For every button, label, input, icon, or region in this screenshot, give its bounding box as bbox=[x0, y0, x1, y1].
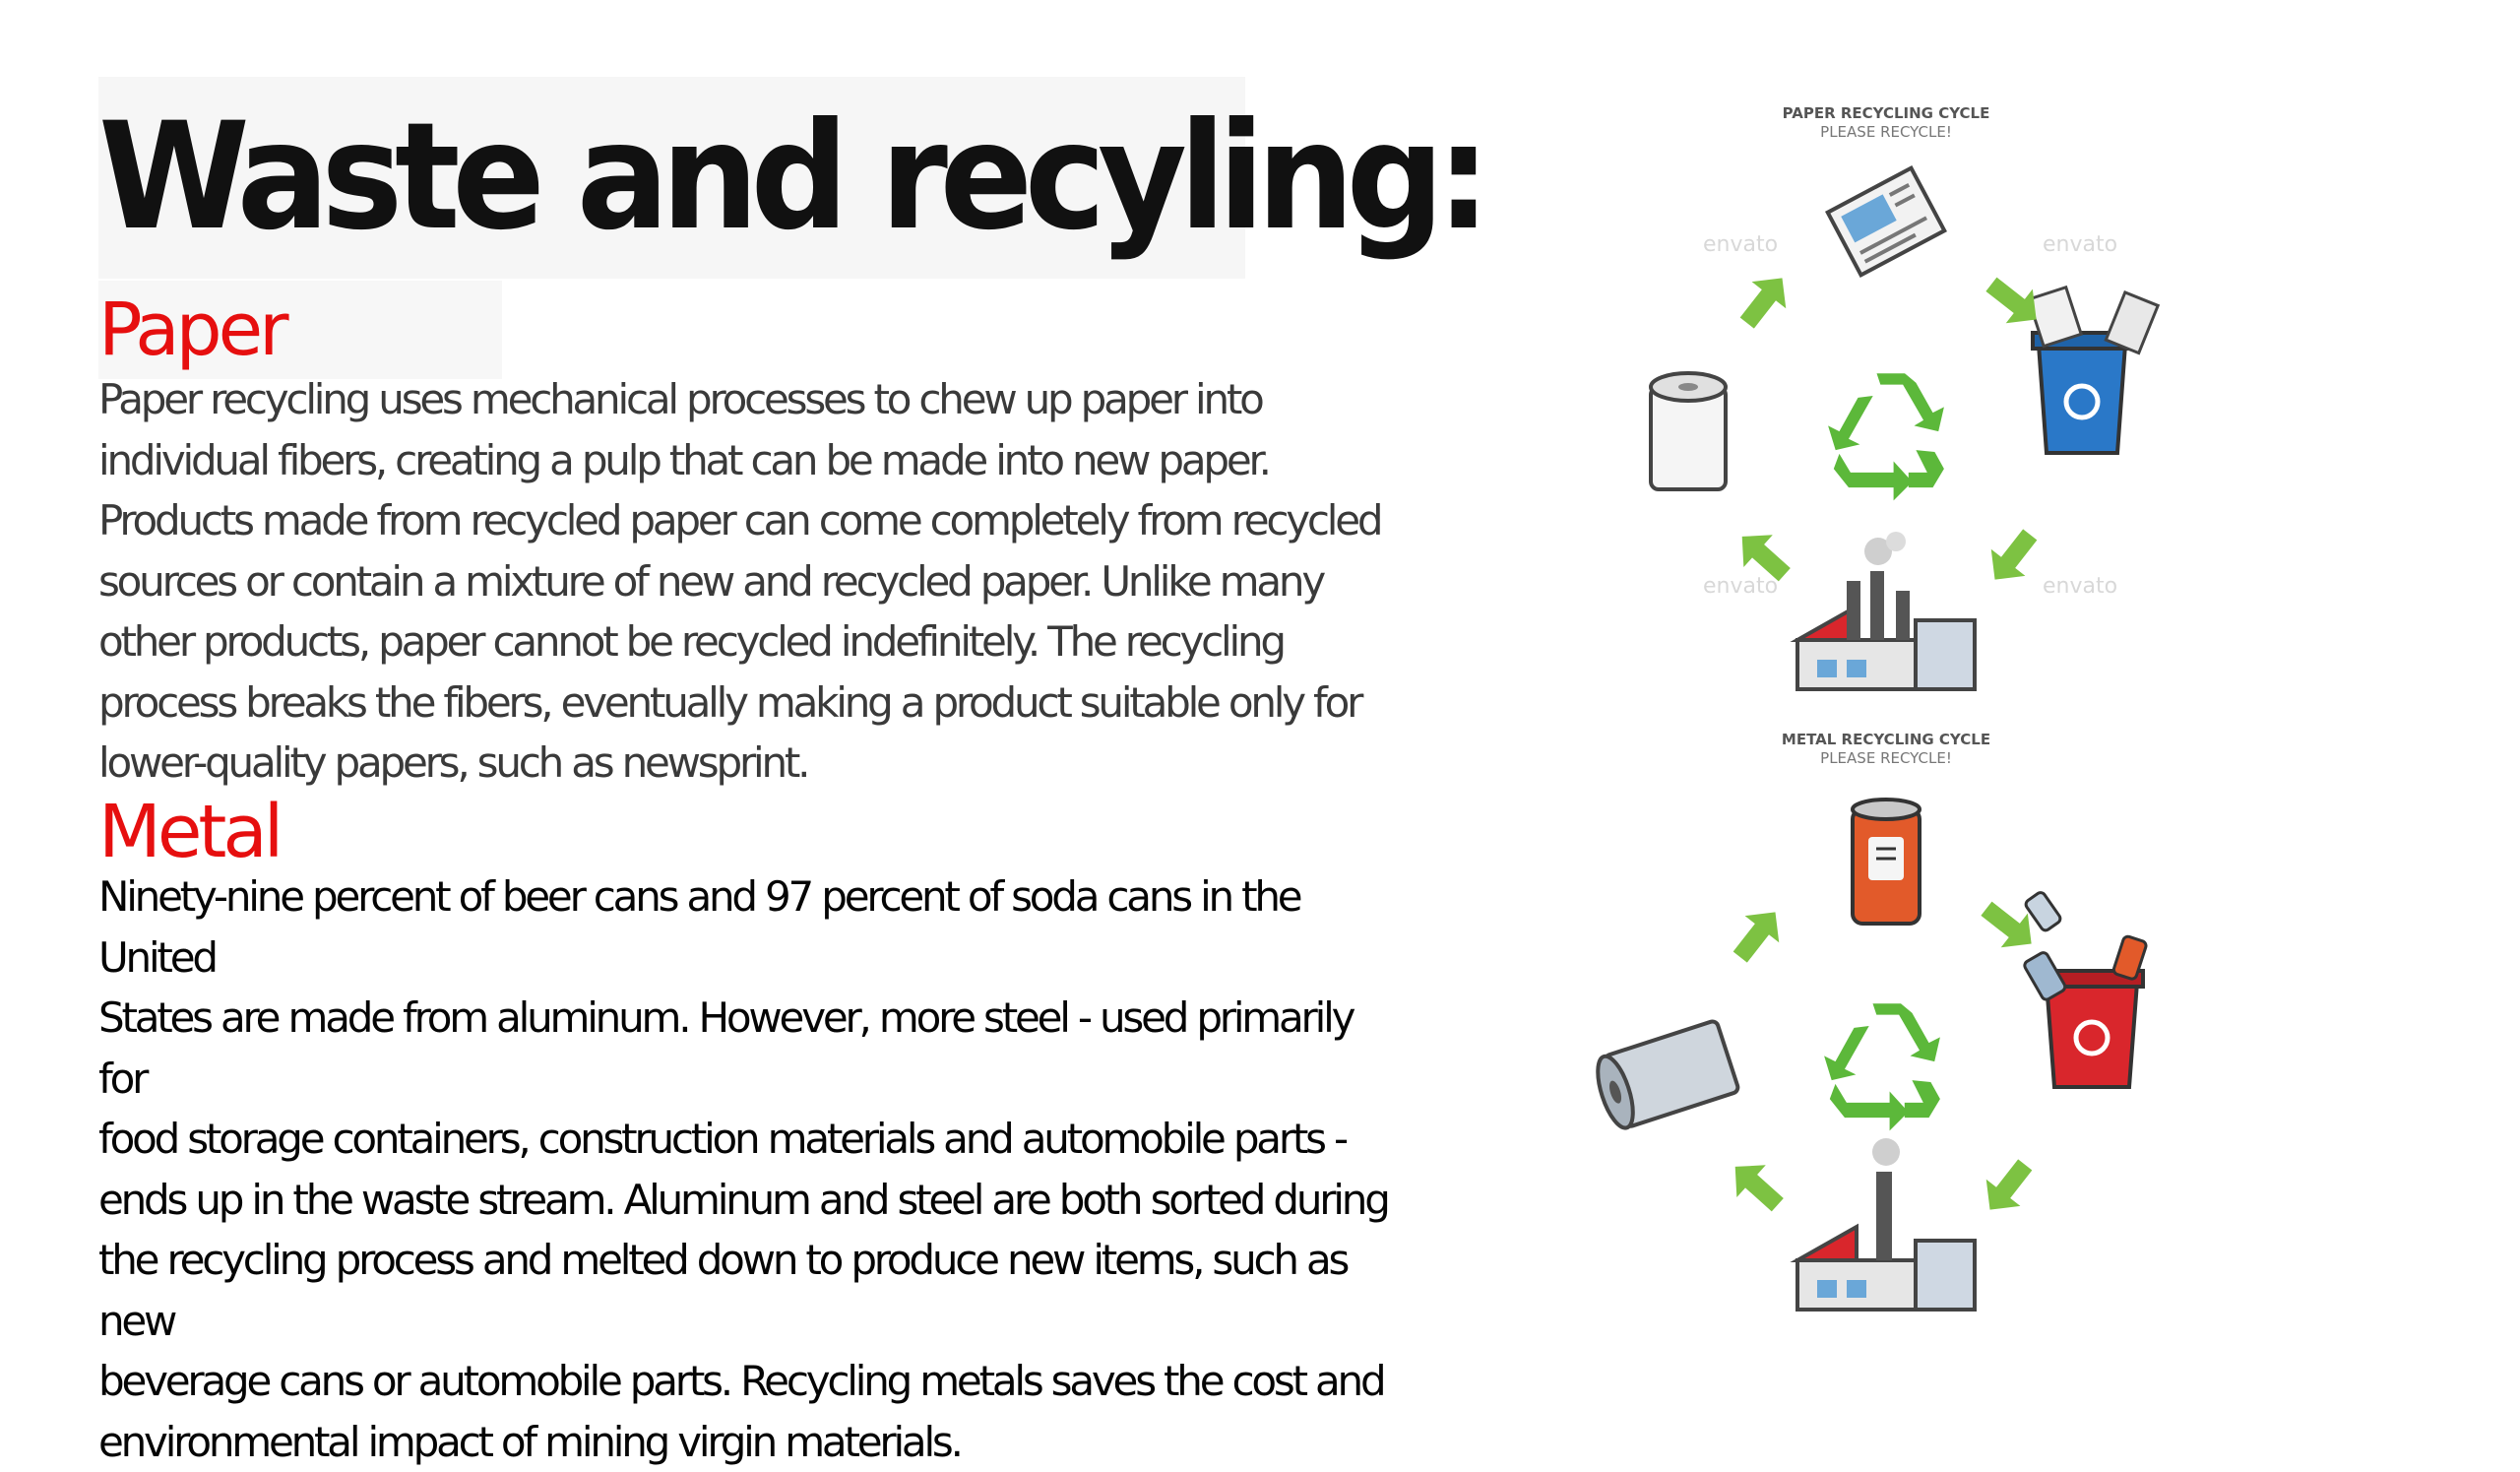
metal-paragraph: Ninety-nine percent of beer cans and 97 percent of soda cans in the United States are made from aluminum. However, more steel - used primarily for food storage containers, construction materials and automobile parts - ends up in the waste stream. Aluminum and steel are both sorted during the recycling process and melted down to produce new items, such as new beverage cans or automobile parts. Recycling metals saves the cost and environmental impact of mining virgin materials. bbox=[98, 872, 1388, 1466]
watermark-4: envato bbox=[2043, 574, 2118, 599]
recycling-cycles-svg bbox=[1575, 79, 2195, 1378]
soda-can-icon bbox=[1853, 800, 1920, 924]
paper-cycle-subtitle: PLEASE RECYCLE! bbox=[1820, 123, 1952, 141]
paper-bin-icon bbox=[2029, 288, 2158, 453]
paper-cycle bbox=[1651, 104, 2158, 689]
recycle-symbol-icon bbox=[1828, 373, 1944, 500]
arrow-icon bbox=[1721, 1151, 1793, 1222]
arrow-icon bbox=[1723, 899, 1792, 971]
watermark-2: envato bbox=[2043, 232, 2118, 257]
metal-factory-icon bbox=[1797, 1138, 1975, 1310]
recycling-cycles-image bbox=[1575, 79, 2195, 1378]
metal-bin-icon bbox=[2023, 891, 2147, 1087]
metal-cycle bbox=[1591, 731, 2147, 1310]
steel-roll-icon bbox=[1591, 1020, 1739, 1132]
newspaper-icon bbox=[1828, 168, 1945, 276]
arrow-icon bbox=[1973, 1151, 2042, 1223]
metal-heading: Metal bbox=[98, 790, 281, 874]
metal-cycle-title: METAL RECYCLING CYCLE bbox=[1781, 731, 1991, 748]
paper-heading: Paper bbox=[98, 288, 285, 372]
paper-cycle-title: PAPER RECYCLING CYCLE bbox=[1782, 104, 1990, 122]
watermark-3: envato bbox=[1703, 574, 1779, 599]
metal-cycle-subtitle: PLEASE RECYCLE! bbox=[1820, 749, 1952, 767]
paper-paragraph: Paper recycling uses mechanical processes to chew up paper into individual fibers, creating a pulp that can be made into new paper. Products made from recycled paper can come completely from recycled sources or contain a mixture of new and recycled paper. Unlike many other products, paper cannot be recycled indefinitely. The recycling process breaks the fibers, eventually making a product suitable only for lower-quality papers, such as newsprint. bbox=[98, 375, 1381, 787]
slide-title: Waste and recyling: bbox=[98, 92, 1483, 263]
watermark-1: envato bbox=[1703, 232, 1779, 257]
arrow-icon bbox=[1978, 521, 2047, 593]
paper-roll-icon bbox=[1651, 373, 1726, 489]
recycle-symbol-icon bbox=[1824, 1003, 1940, 1130]
arrow-icon bbox=[1730, 265, 1798, 337]
factory-icon bbox=[1797, 532, 1975, 689]
